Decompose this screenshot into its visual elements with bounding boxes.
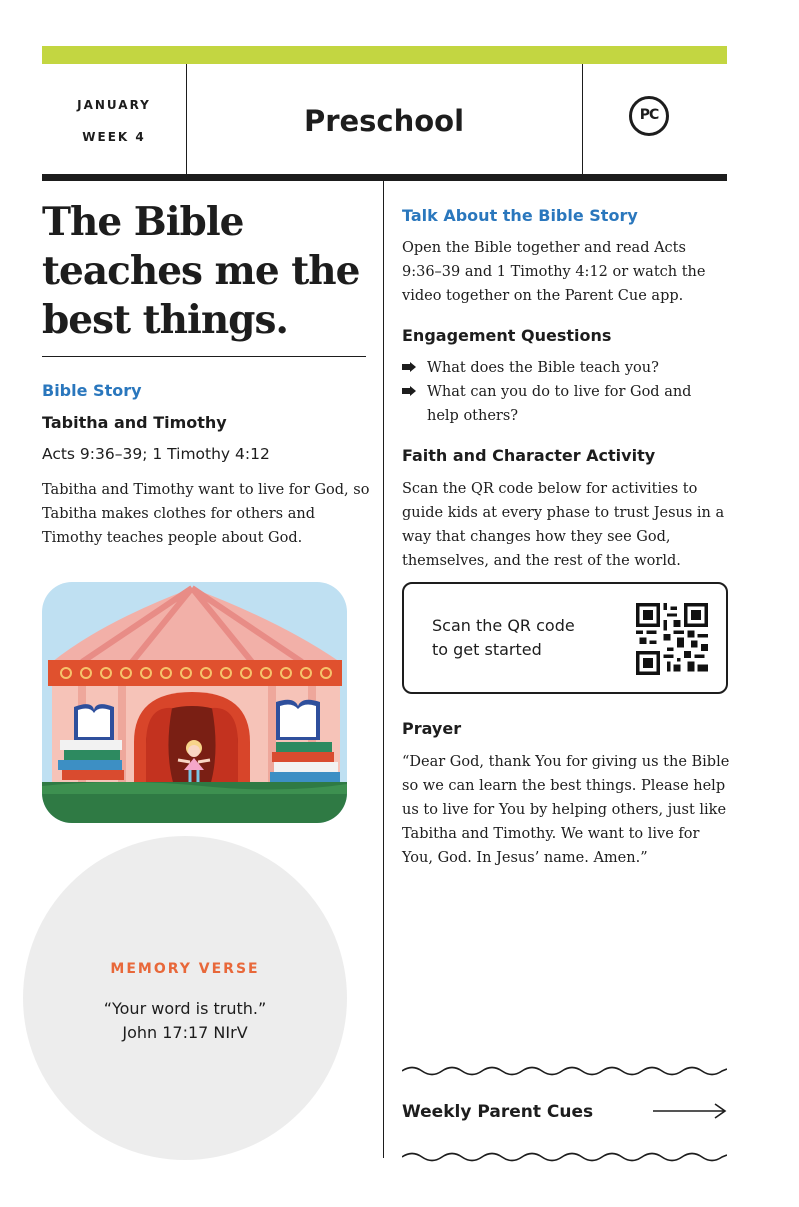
wave-divider — [402, 1064, 727, 1078]
weekly-parent-cues-link[interactable] — [402, 1098, 727, 1128]
header-title: Preschool — [303, 104, 465, 138]
qr-text-line: to get started — [432, 640, 542, 659]
header-divider — [582, 64, 583, 174]
engagement-heading: Engagement Questions — [402, 326, 612, 345]
column-divider — [383, 181, 384, 1158]
story-description: Tabitha and Timothy want to live for God, so Tabitha makes clothes for others and Timothy teaches people about God. — [42, 482, 370, 546]
weekly-parent-cues-label: Weekly Parent Cues — [402, 1102, 594, 1122]
engagement-list — [402, 356, 727, 428]
pc-logo-icon: PC — [629, 96, 669, 136]
right-arrow-icon — [653, 1102, 727, 1120]
qr-text-line: Scan the QR code — [432, 616, 575, 635]
memory-verse-reference: John 17:17 NIrV — [122, 1023, 248, 1042]
header-month: JANUARY — [77, 98, 151, 112]
talk-body: Open the Bible together and read Acts 9:36–39 and 1 Timothy 4:12 or watch the video together on the Parent Cue app. — [402, 240, 706, 304]
question-text: What does the Bible teach you? — [427, 360, 659, 376]
qr-code-box[interactable] — [402, 582, 728, 694]
prayer-body: “Dear God, thank You for giving us the Bible so we can learn the best things. Please help us to live for You by helping others, just like Tabitha and Timothy. We want to live for You, God. In Jesus’ name. Amen.” — [402, 754, 730, 866]
memory-verse-label: MEMORY VERSE — [110, 961, 260, 977]
tent-illustration-icon — [42, 582, 347, 823]
story-title: Tabitha and Timothy — [42, 413, 227, 432]
bullet-arrow-icon — [402, 386, 416, 396]
memory-verse-text: “Your word is truth.” — [103, 999, 267, 1018]
title-rule — [42, 356, 366, 357]
bullet-arrow-icon — [402, 362, 416, 372]
qr-code-icon[interactable] — [636, 603, 708, 675]
story-illustration — [42, 582, 347, 823]
story-reference: Acts 9:36–39; 1 Timothy 4:12 — [42, 445, 270, 463]
memory-verse-card — [23, 836, 347, 1160]
faith-body: Scan the QR code below for activities to guide kids at every phase to trust Jesus in a way that changes how they see God, themselves, and the rest of the world. — [402, 481, 725, 569]
talk-heading: Talk About the Bible Story — [402, 206, 638, 225]
list-item — [402, 380, 727, 428]
faith-heading: Faith and Character Activity — [402, 446, 656, 465]
prayer-heading: Prayer — [402, 719, 462, 738]
list-item — [402, 356, 727, 380]
question-text: What can you do to live for God and help others? — [427, 384, 692, 424]
header-week: WEEK 4 — [82, 130, 146, 144]
main-title: The Bible teaches me the best things. — [42, 199, 360, 343]
wave-divider — [402, 1150, 727, 1164]
page-header — [42, 64, 727, 181]
bible-story-heading: Bible Story — [42, 381, 142, 400]
header-accent-bar — [42, 46, 727, 64]
